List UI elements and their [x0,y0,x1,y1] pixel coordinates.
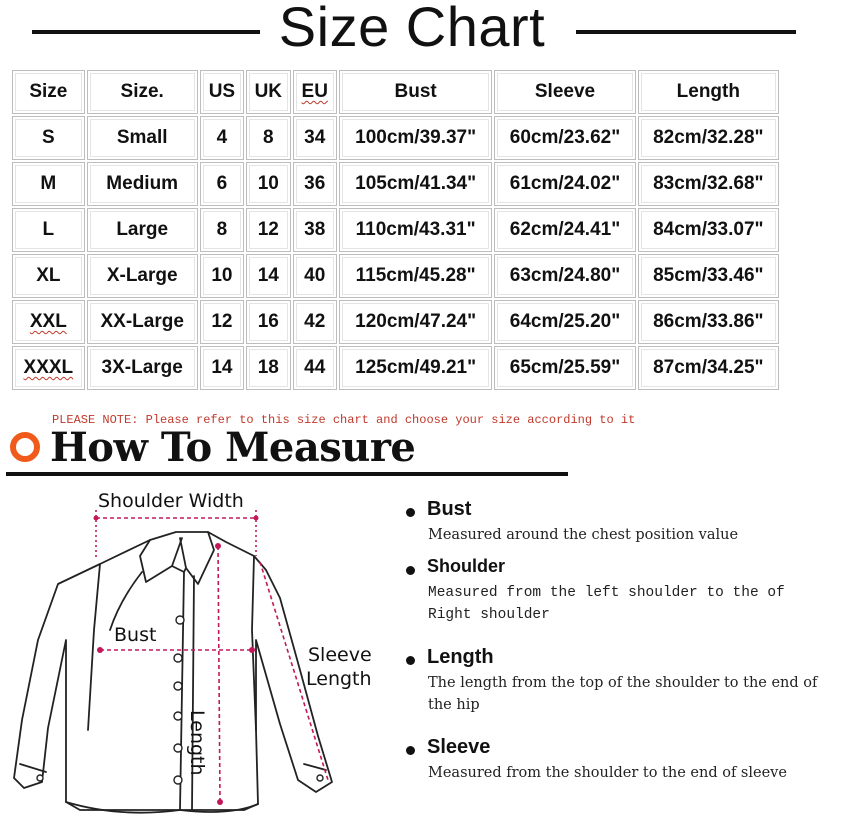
cell-size-label: XXXL [23,357,74,378]
table-header-row [12,70,779,114]
cell-us: 10 [200,254,244,298]
cell-eu: 38 [293,208,337,252]
cell-size: M [12,162,85,206]
item-title: Shoulder [427,556,506,576]
title-rule-right [576,30,796,34]
ring-icon [10,432,40,462]
column-header-eu-label: EU [301,81,328,102]
table-row [12,254,779,298]
item-description: Measured from the shoulder to the end of sleeve [428,765,787,781]
cell-length: 84cm/33.07" [638,208,779,252]
cell-bust: 125cm/49.21" [339,346,492,390]
section-rule [6,472,568,476]
cell-size: L [12,208,85,252]
item-description: Measured from the left shoulder to the of Right shoulder [428,585,785,623]
bust-label: Bust [114,624,157,646]
sleeve-length-label-line1: Sleeve [308,644,372,666]
cell-sleeve: 64cm/25.20" [494,300,635,344]
cell-size: XL [12,254,85,298]
cell-size-name: XX-Large [87,300,198,344]
item-title: Bust [427,498,472,520]
cell-size: S [12,116,85,160]
cell-eu: 40 [293,254,337,298]
title-rule-left [32,30,260,34]
cell-length: 83cm/32.68" [638,162,779,206]
cell-us: 12 [200,300,244,344]
cell-size-name: Medium [87,162,198,206]
bullet-icon [406,566,415,575]
cell-sleeve: 63cm/24.80" [494,254,635,298]
size-chart-header [0,0,865,62]
how-to-measure-header [6,426,568,478]
cell-bust: 100cm/39.37" [339,116,492,160]
column-header-bust: Bust [339,70,492,114]
cell-length: 82cm/32.28" [638,116,779,160]
shoulder-width-label: Shoulder Width [98,490,244,512]
cell-size-name: Large [87,208,198,252]
item-title: Length [427,646,494,668]
item-description: Measured around the chest position value [428,527,739,543]
cell-sleeve: 65cm/25.59" [494,346,635,390]
table-row [12,116,779,160]
item-description: The length from the top of the shoulder to the end of the hip [428,675,818,713]
cell-sleeve: 62cm/24.41" [494,208,635,252]
length-label: Length [186,710,208,776]
section-title: How To Measure [50,424,416,471]
shirt-diagram [0,480,380,823]
column-header-uk: UK [246,70,290,114]
cell-size-name: X-Large [87,254,198,298]
column-header-eu [293,70,337,114]
bullet-icon [406,508,415,517]
cell-uk: 16 [246,300,290,344]
table-row [12,162,779,206]
cell-sleeve: 60cm/23.62" [494,116,635,160]
cell-uk: 12 [246,208,290,252]
column-header-size-name: Size. [87,70,198,114]
cell-eu: 36 [293,162,337,206]
cell-us: 8 [200,208,244,252]
cell-uk: 10 [246,162,290,206]
cell-bust: 110cm/43.31" [339,208,492,252]
table-row [12,208,779,252]
bullet-icon [406,656,415,665]
cell-eu: 34 [293,116,337,160]
sleeve-length-label-line2: Length [306,668,372,690]
cell-us: 6 [200,162,244,206]
cell-sleeve: 61cm/24.02" [494,162,635,206]
cell-eu: 42 [293,300,337,344]
cell-bust: 105cm/41.34" [339,162,492,206]
column-header-us: US [200,70,244,114]
cell-length: 86cm/33.86" [638,300,779,344]
table-row [12,346,779,390]
cell-us: 4 [200,116,244,160]
table-row [12,300,779,344]
size-table [10,68,781,392]
cell-uk: 14 [246,254,290,298]
cell-uk: 8 [246,116,290,160]
column-header-length: Length [638,70,779,114]
item-title: Sleeve [427,736,491,758]
cell-size [12,300,85,344]
cell-us: 14 [200,346,244,390]
page-title: Size Chart [278,0,546,58]
cell-length: 85cm/33.46" [638,254,779,298]
cell-length: 87cm/34.25" [638,346,779,390]
cell-size-name: Small [87,116,198,160]
cell-size-name: 3X-Large [87,346,198,390]
size-note: PLEASE NOTE: Please refer to this size chart and choose your size according to it [52,413,636,427]
cell-uk: 18 [246,346,290,390]
cell-bust: 120cm/47.24" [339,300,492,344]
column-header-size: Size [12,70,85,114]
cell-size-label: XXL [29,311,67,332]
cell-bust: 115cm/45.28" [339,254,492,298]
cell-size [12,346,85,390]
cell-eu: 44 [293,346,337,390]
column-header-sleeve: Sleeve [494,70,635,114]
bullet-icon [406,746,415,755]
